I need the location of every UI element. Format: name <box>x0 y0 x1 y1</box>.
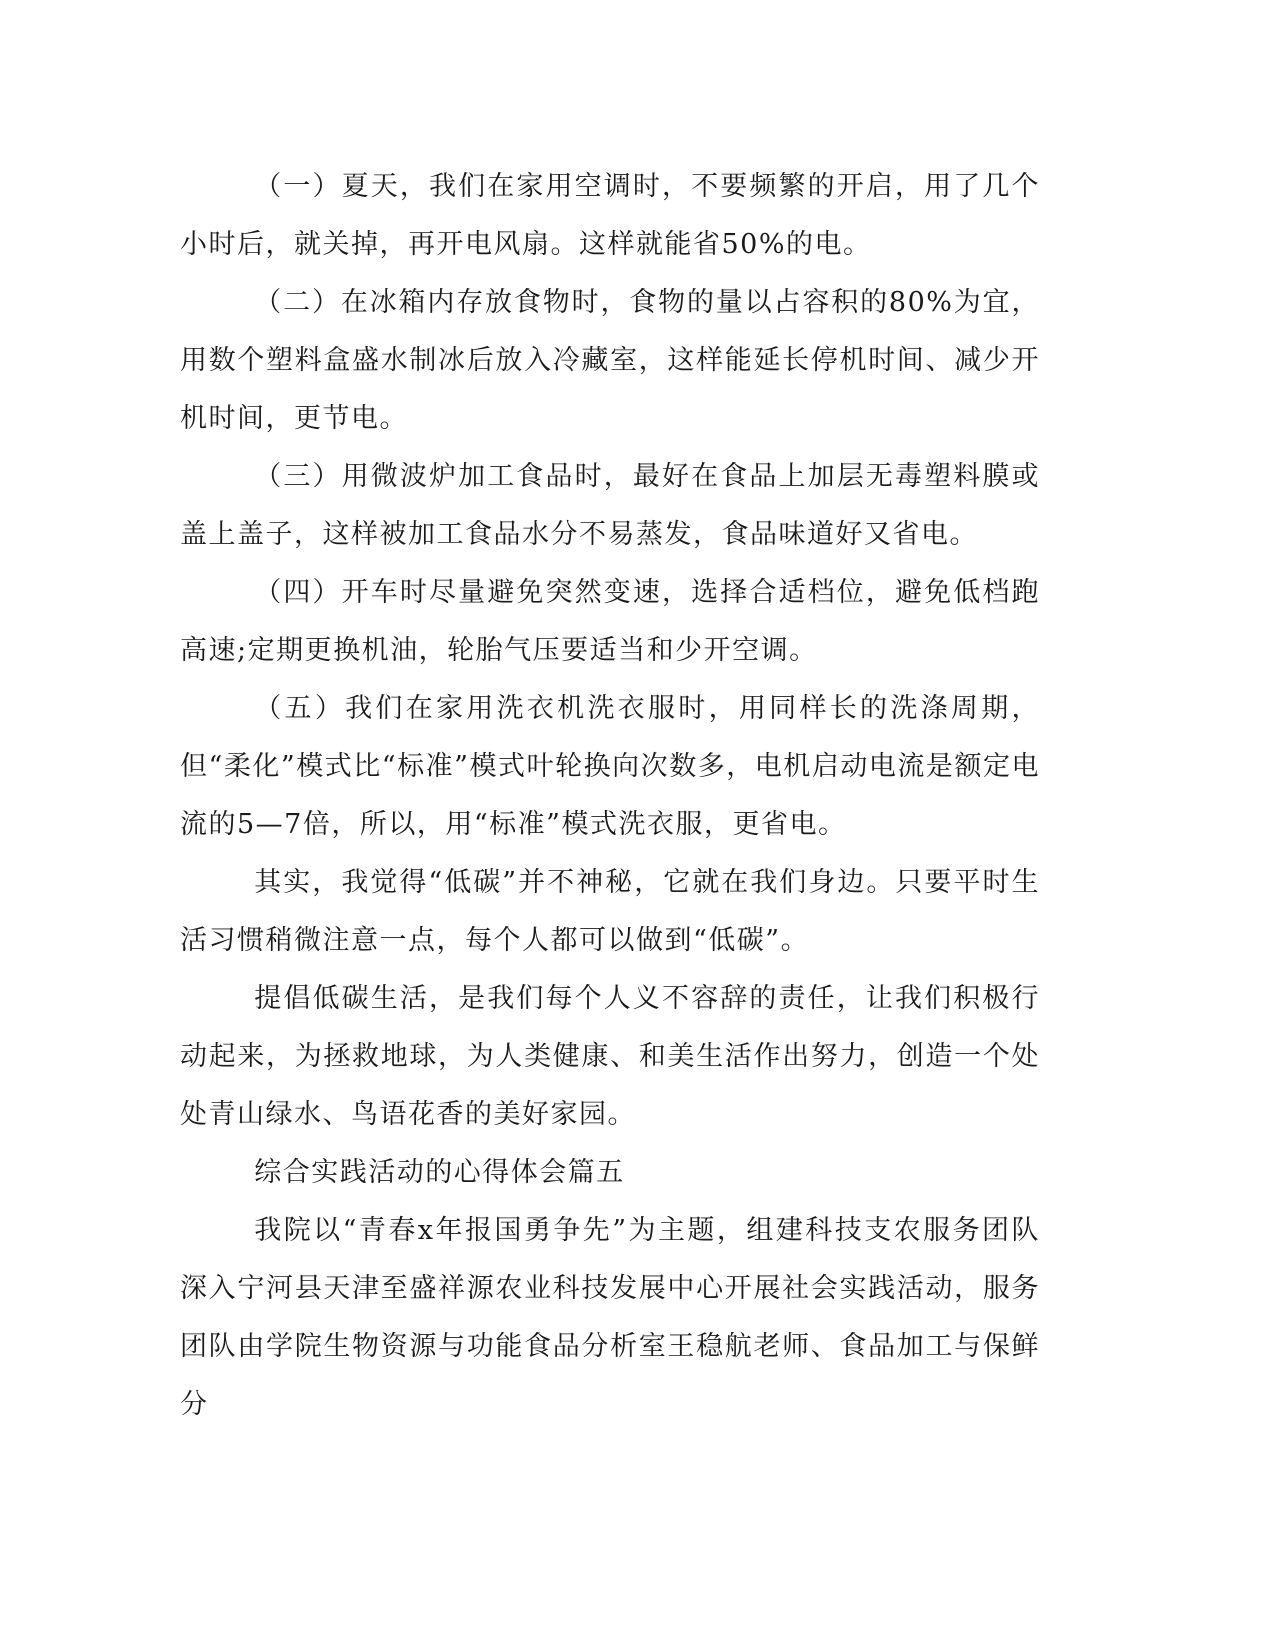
paragraph-washing-machine: （五）我们在家用洗衣机洗衣服时，用同样长的洗涤周期，但“柔化”模式比“标准”模式叶轮换向次数多，电机启动电流是额定电流的5—7倍，所以，用“标准”模式洗衣服，更省电。 <box>180 693 1040 840</box>
paragraph-fridge: （二）在冰箱内存放食物时，食物的量以占容积的80%为宜，用数个塑料盒盛水制冰后放入冷藏室，这样能延长停机时间、减少开机时间，更节电。 <box>180 287 1040 434</box>
paragraph-driving: （四）开车时尽量避免突然变速，选择合适档位，避免低档跑高速;定期更换机油，轮胎气压要适当和少开空调。 <box>180 577 1040 666</box>
section-heading: 综合实践活动的心得体会篇五 <box>254 1157 625 1188</box>
paragraph-call-to-action: 提倡低碳生活，是我们每个人义不容辞的责任，让我们积极行动起来，为拯救地球，为人类健康、和美生活作出努力，创造一个处处青山绿水、鸟语花香的美好家园。 <box>180 983 1040 1130</box>
paragraph-microwave: （三）用微波炉加工食品时，最好在食品上加层无毒塑料膜或盖上盖子，这样被加工食品水分不易蒸发，食品味道好又省电。 <box>180 461 1040 550</box>
document-body <box>180 158 1040 1434</box>
paragraph-practice-activity: 我院以“青春x年报国勇争先”为主题，组建科技支农服务团队深入宁河县天津至盛祥源农业科技发展中心开展社会实践活动，服务团队由学院生物资源与功能食品分析室王稳航老师、食品加工与保鲜分 <box>180 1215 1040 1420</box>
paragraph-summer-ac: （一）夏天，我们在家用空调时，不要频繁的开启，用了几个小时后，就关掉，再开电风扇。这样就能省50%的电。 <box>180 171 1040 260</box>
paragraph-low-carbon-daily: 其实，我觉得“低碳”并不神秘，它就在我们身边。只要平时生活习惯稍微注意一点，每个人都可以做到“低碳”。 <box>180 867 1040 956</box>
